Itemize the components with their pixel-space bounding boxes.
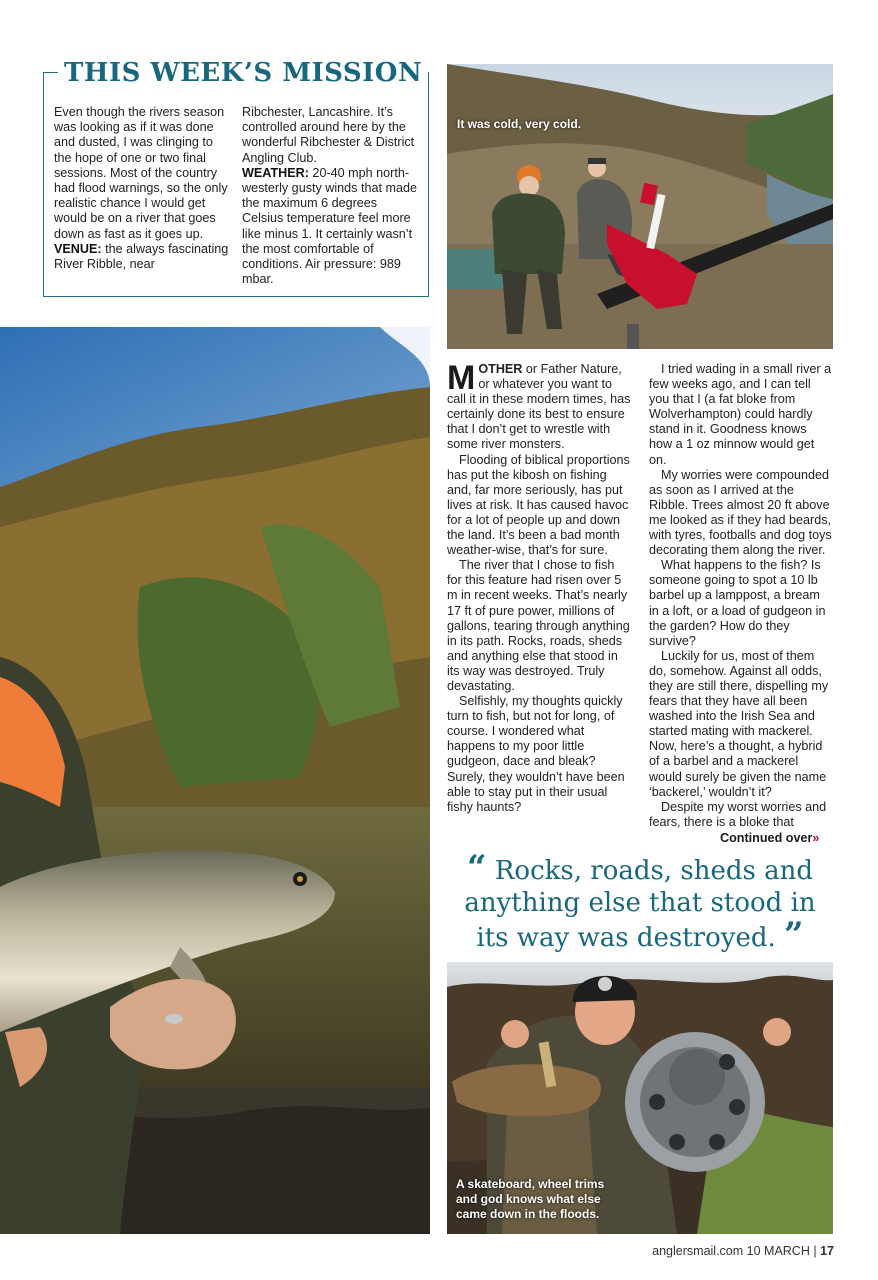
pull-quote: [447, 848, 833, 955]
weather-text: 20-40 mph north-westerly gusty winds that made the maximum 6 degrees Celsius temperature feel more like minus 1. It certainly wasn’t the most comfortable of conditions. Air pressure: 989 mbar.: [242, 165, 417, 287]
open-quote-mark: “: [467, 848, 487, 888]
anglers-photo: [447, 64, 833, 349]
continued-text: Continued over: [720, 831, 813, 845]
article-para-6: My worries were compounded as soon as I arrived at the Ribble. Trees almost 20 ft above me looked as if they had beards, with tyres, footballs and dog toys decorating them along the river.: [649, 467, 832, 558]
venue-text: the always fascinating River Ribble, near: [54, 241, 229, 272]
anglers-photo-image: [447, 64, 833, 349]
continued-over: [720, 831, 819, 845]
bottom-photo-caption: [456, 1177, 604, 1222]
page-number: 17: [820, 1244, 834, 1258]
article-col-2: [649, 362, 833, 830]
dropcap: M: [447, 359, 476, 397]
article-para-8: Luckily for us, most of them do, somehow. Against all odds, they are still there, dispelling my fears that they have all been washed into the Irish Sea and started mating with mackerel. Now, here’s a thought, a hybrid of a barbel and a mackerel would surely be given the name ‘backerel,’ wouldn’t it?: [649, 648, 829, 799]
mission-title: THIS WEEK’S MISSION: [58, 59, 428, 87]
lead-word: OTHER: [478, 362, 523, 376]
venue-text-cont: Ribchester, Lancashire. It’s controlled around here by the wonderful Ribchester & District Angling Club.: [242, 105, 415, 165]
chub-photo-image: [0, 327, 430, 1234]
bottom-caption-line-2: and god knows what else: [456, 1192, 601, 1206]
pull-quote-text: Rocks, roads, sheds and anything else that stood in its way was destroyed.: [464, 856, 816, 953]
bottom-caption-line-3: came down in the floods.: [456, 1207, 600, 1221]
close-quote-mark: ”: [784, 915, 804, 955]
article-para-9: Despite my worst worries and fears, there is a bloke that: [649, 799, 827, 829]
chub-photo: [0, 327, 430, 1234]
article-para-7: What happens to the fish? Is someone going to spot a 10 lb barbel up a lamppost, a bream in a loft, or a load of gudgeon in the garden? How do they survive?: [649, 558, 826, 648]
venue-label: VENUE:: [54, 241, 102, 256]
article-body: [447, 359, 833, 830]
footer-date: 10 MARCH: [746, 1244, 810, 1258]
mission-col-1: [54, 105, 230, 287]
top-photo-caption: It was cold, very cold.: [457, 117, 582, 131]
mission-col-2: [242, 105, 418, 287]
mission-columns: [54, 105, 418, 287]
footer-site: anglersmail.com: [652, 1244, 744, 1258]
article-para-2: Flooding of biblical proportions has put the kibosh on fishing and, far more seriously, has put lives at risk. It has caused havoc for a lot of people up and down the land. It’s been a bad month weather-wise, that’s for sure.: [447, 452, 630, 558]
article-para-5: I tried wading in a small river a few weeks ago, and I can tell you that I (a fat bloke from Wolverhampton) could hardly stand in it. Goodness knows how a 1 oz minnow would get on.: [649, 362, 832, 467]
mission-box: [43, 58, 429, 297]
article-para-4: Selfishly, my thoughts quickly turn to fish, but not for long, of course. I wondered what happens to my poor little gudgeon, dace and bleak? Surely, they wouldn’t have been able to stay put in their usual fishy haunts?: [447, 694, 625, 814]
continued-arrows: »: [812, 831, 820, 845]
para-1-text: or Father Nature, or whatever you want to call it in these modern times, has certainly done its best to ensure that I don’t get to wrestle with some river monsters.: [447, 362, 631, 452]
weather-label: WEATHER:: [242, 165, 309, 180]
bottom-caption-line-1: A skateboard, wheel trims: [456, 1177, 605, 1191]
mission-intro: Even though the rivers season was looking as if it was done and dusted, I was clinging to the hope of one or two final sessions. Most of the country had flood warnings, so the only realistic chance I would get would be on a river that goes down as fast as it goes up.: [54, 105, 228, 241]
page-footer: [652, 1244, 834, 1258]
article-para-3: The river that I chose to fish for this feature had risen over 5 m in recent weeks. That’s nearly 17 ft of pure power, millions of gallons, tearing through anything in its path. Rocks, roads, sheds and anything else that stood in its way was destroyed. Truly devastating.: [447, 558, 630, 693]
article-para-1: [447, 359, 631, 453]
footer-separator: |: [813, 1244, 817, 1258]
article-col-1: [447, 359, 631, 830]
